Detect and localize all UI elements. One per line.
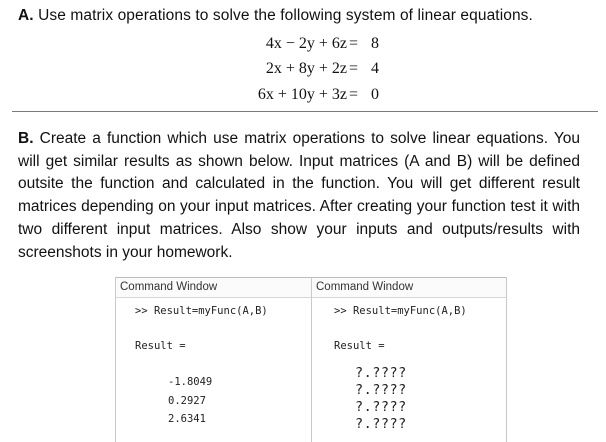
question-b-label: B. bbox=[18, 130, 34, 147]
equation-equals: = bbox=[349, 60, 359, 77]
command-line: >> Result=myFunc(A,B) bbox=[334, 305, 467, 317]
equation-rhs: 0 bbox=[371, 86, 379, 103]
section-divider bbox=[12, 111, 598, 112]
question-b-text: Create a function which use matrix operations to solve linear equations. You will get similar results as shown below. Input matrices (A and B) will be defined outsite the function and calculated in the function. You will get different result matrices depending on your input matrices. After creating your function test it with two different input matrices. Also show your inputs and outputs/results with screenshots in your homework. bbox=[18, 130, 580, 261]
result-label: Result = bbox=[135, 340, 186, 352]
equation-equals: = bbox=[349, 35, 359, 52]
equation-lhs: 4x − 2y + 6z bbox=[265, 35, 347, 52]
result-label: Result = bbox=[334, 340, 385, 352]
equation-lhs: 6x + 10y + 3z bbox=[257, 86, 347, 103]
command-window-1 bbox=[115, 277, 312, 442]
result-value: ?.???? bbox=[355, 382, 407, 398]
command-line: >> Result=myFunc(A,B) bbox=[135, 305, 268, 317]
question-a-label: A. bbox=[18, 7, 34, 24]
question-b bbox=[18, 128, 580, 264]
command-window-2 bbox=[312, 277, 507, 442]
result-value: 2.6341 bbox=[168, 413, 206, 425]
result-value: ?.???? bbox=[355, 416, 407, 432]
question-a-text: Use matrix operations to solve the following system of linear equations. bbox=[33, 7, 533, 24]
result-value: 0.2927 bbox=[168, 395, 206, 407]
result-value: ?.???? bbox=[355, 399, 407, 415]
command-window-title: Command Window bbox=[312, 277, 506, 298]
equation-rhs: 8 bbox=[371, 35, 379, 52]
equation-rhs: 4 bbox=[371, 60, 379, 77]
result-value: ?.???? bbox=[355, 365, 407, 381]
question-a bbox=[18, 7, 533, 25]
command-window-title: Command Window bbox=[116, 277, 311, 298]
result-value: -1.8049 bbox=[168, 376, 213, 388]
equation-equals: = bbox=[349, 86, 359, 103]
equation-lhs: 2x + 8y + 2z bbox=[265, 60, 347, 77]
